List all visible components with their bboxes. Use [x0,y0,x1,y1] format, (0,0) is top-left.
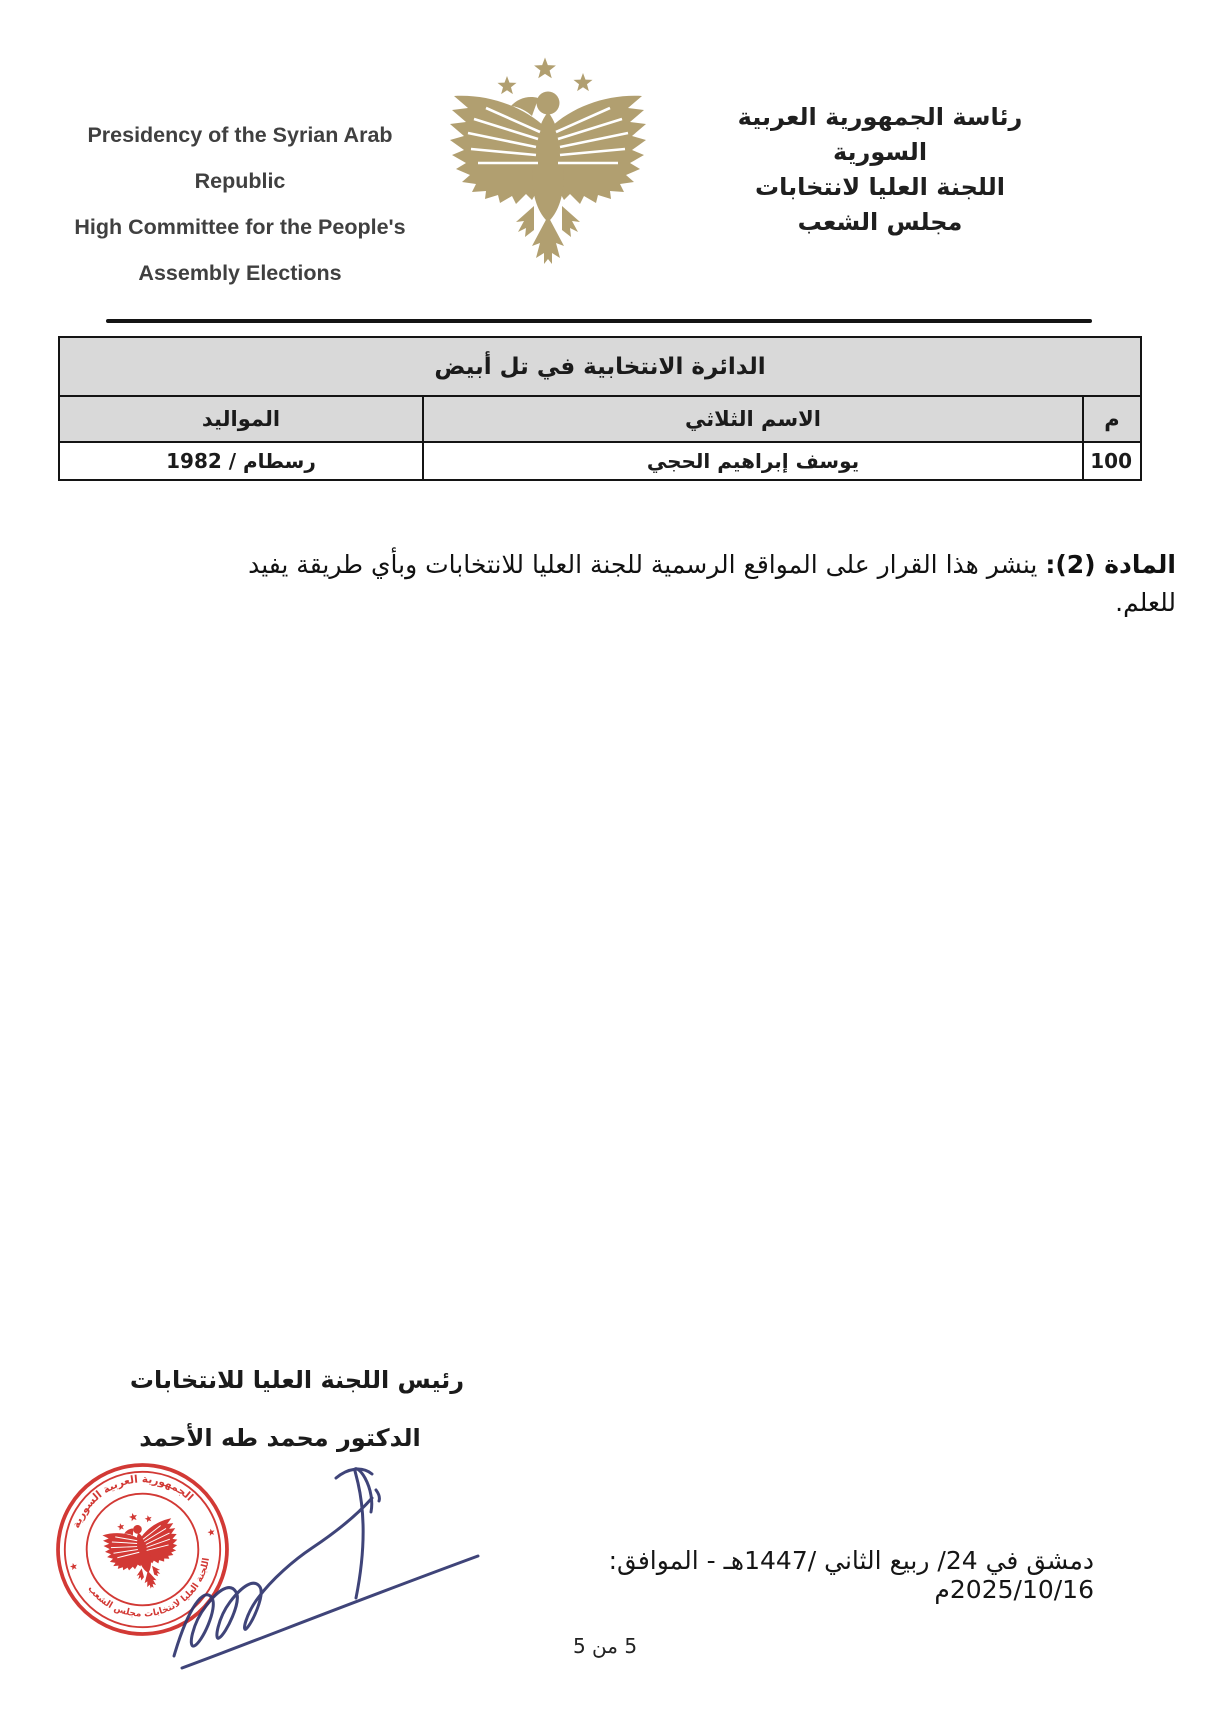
stamp-bottom-text: اللجنة العليا لانتخابات مجلس الشعب [85,1557,212,1620]
table-row [59,442,1141,480]
cell-num: 100 [1083,442,1141,480]
article-2-text: ينشر هذا القرار على المواقع الرسمية للجنة العليا للانتخابات وبأي طريقة يفيد للعلم. [248,550,1176,617]
header-english [50,112,430,296]
candidates-table-wrap [60,336,1142,481]
eagle-icon [450,58,646,265]
stamp-left-star-icon [69,1562,78,1570]
candidates-table [58,336,1142,481]
cell-birth: رسطام / 1982 [59,442,423,480]
table-header-row [59,396,1141,442]
english-title-line-3: Assembly Elections [138,261,342,285]
golden-eagle-emblem [428,56,668,268]
english-title-line-1: Presidency of the Syrian Arab Republic [87,123,393,193]
article-2-label: المادة (2): [1045,550,1176,579]
header-arabic [710,100,1050,240]
col-header-birth: المواليد [59,396,423,442]
signature-underline-stroke [182,1556,478,1668]
handwritten-signature [160,1438,500,1688]
table-title: الدائرة الانتخابية في تل أبيض [59,337,1141,396]
stamp-top-text: الجمهورية العربية السورية [70,1473,196,1530]
col-header-num: م [1083,396,1141,442]
signatory-name: الدكتور محمد طه الأحمد [139,1424,421,1452]
col-header-name: الاسم الثلاثي [423,396,1083,442]
cell-name: يوسف إبراهيم الحجي [423,442,1083,480]
article-2-paragraph [226,546,1176,622]
arabic-title-line-2: اللجنة العليا لانتخابات [755,173,1005,201]
horizontal-divider [106,319,1092,323]
arabic-title-line-3: مجلس الشعب [797,208,963,236]
date-line: دمشق في 24/ ربيع الثاني /1447هـ - الموافق: 2025/10/16م [608,1546,1094,1604]
english-title-line-2: High Committee for the People's [74,215,406,239]
page-number: 5 من 5 [572,1634,638,1658]
signature-spike-stroke [336,1469,379,1598]
table-title-row [59,337,1141,396]
signature-title: رئيس اللجنة العليا للانتخابات [129,1366,465,1394]
arabic-title-line-1: رئاسة الجمهورية العربية السورية [737,103,1023,166]
